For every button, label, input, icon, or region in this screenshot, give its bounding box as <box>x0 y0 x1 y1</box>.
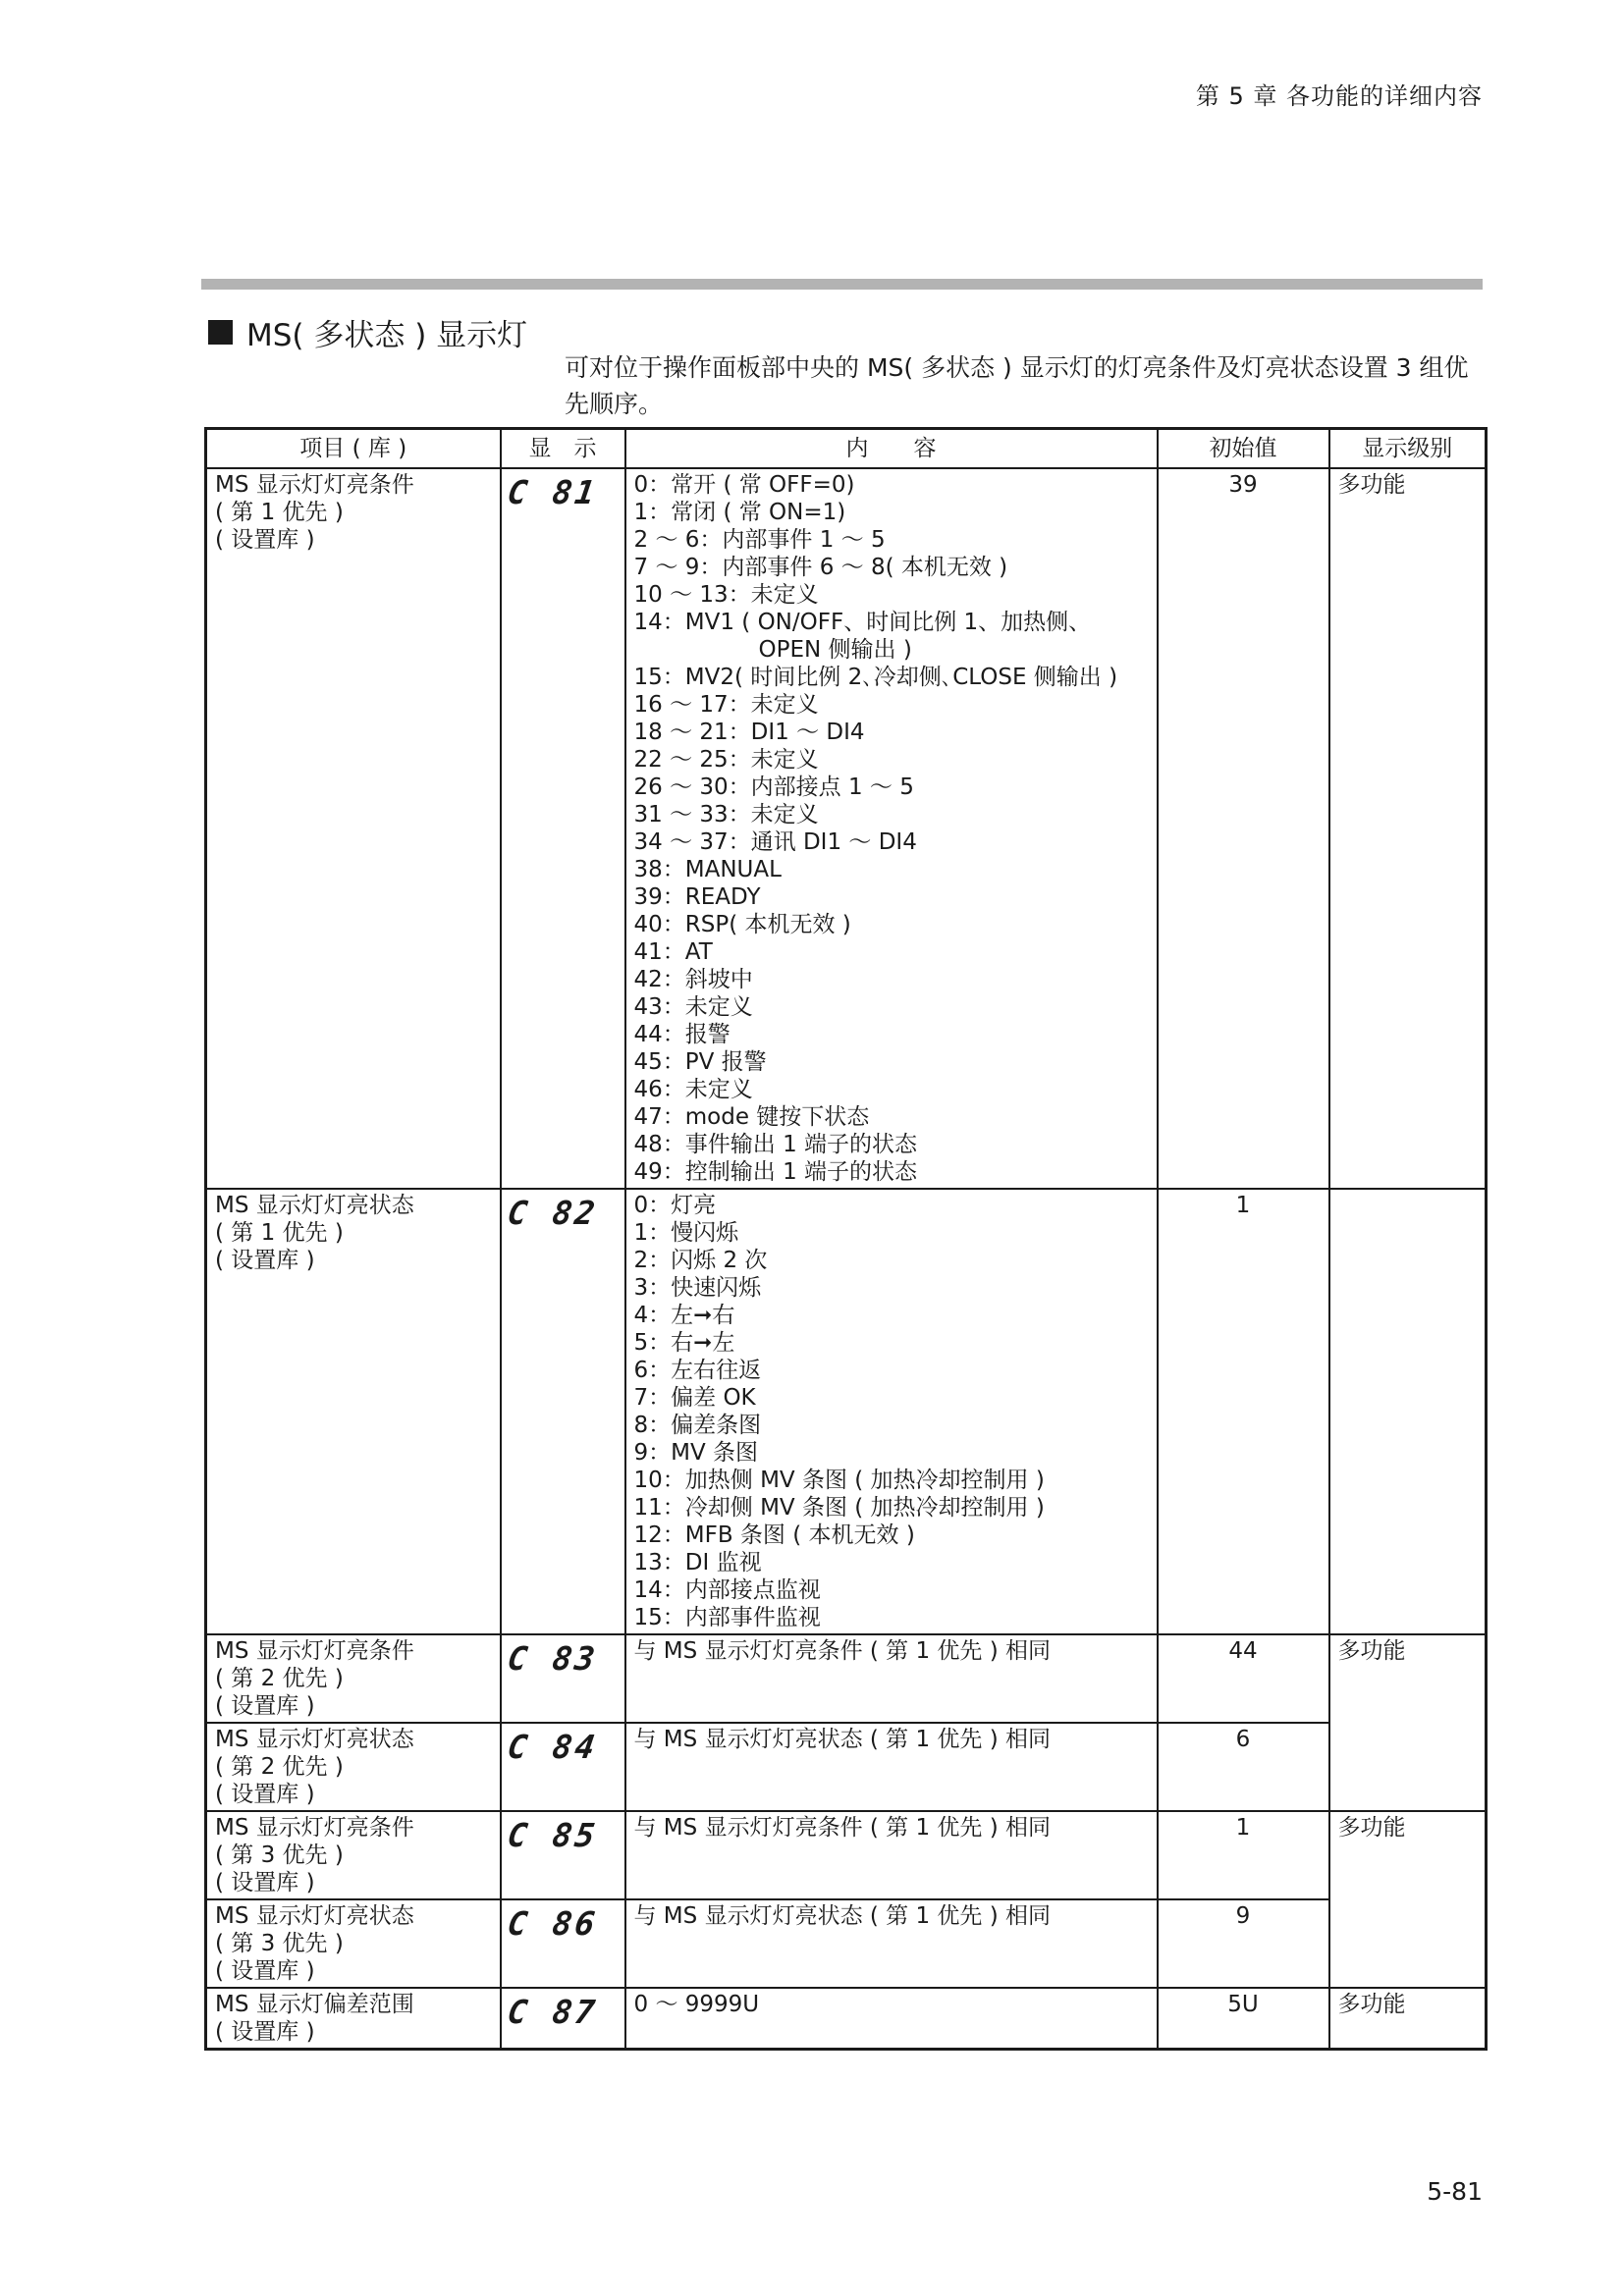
page-number: 5-81 <box>1427 2177 1483 2206</box>
initial-value: 6 <box>1158 1723 1329 1811</box>
list-item: 47：mode 键按下状态 <box>633 1104 870 1130</box>
item-cell: MS 显示灯偏差范围 ( 设置库 ) <box>206 1988 501 2050</box>
list-item: 与 MS 显示灯灯亮状态 ( 第 1 优先 ) 相同 <box>633 1903 1052 1929</box>
list-item: 7 ～ 9：内部事件 6 ～ 8( 本机无效 ) <box>633 555 1008 580</box>
lcd-code: C 86 <box>504 1904 600 1943</box>
section-heading <box>208 310 527 354</box>
content-cell <box>625 1723 1158 1811</box>
display-level <box>1329 1189 1487 1634</box>
initial-value: 39 <box>1158 468 1329 1189</box>
list-item: 8：偏差条图 <box>633 1413 762 1438</box>
display-cell <box>501 1899 625 1988</box>
list-item: 49：控制输出 1 端子的状态 <box>633 1159 918 1185</box>
initial-value: 1 <box>1158 1189 1329 1634</box>
list-item: 14：内部接点监视 <box>633 1577 821 1603</box>
lcd-code: C 83 <box>504 1639 600 1678</box>
header-level: 显示级别 <box>1329 429 1487 469</box>
list-item: 42：斜坡中 <box>633 967 753 992</box>
list-item: 3：快速闪烁 <box>633 1275 762 1301</box>
list-item: 与 MS 显示灯灯亮状态 ( 第 1 优先 ) 相同 <box>633 1727 1052 1752</box>
list-item: 45：PV 报警 <box>633 1049 767 1075</box>
section-title: MS( 多状态 ) 显示灯 <box>246 318 528 353</box>
list-item: 18 ～ 21：DI1 ～ DI4 <box>633 720 865 745</box>
table-header-row <box>206 429 1487 469</box>
content-cell <box>625 468 1158 1189</box>
list-item: 22 ～ 25：未定义 <box>633 747 819 773</box>
list-item: 16 ～ 17：未定义 <box>633 692 819 718</box>
parameter-table <box>204 427 1488 2051</box>
initial-value: 9 <box>1158 1899 1329 1988</box>
display-cell <box>501 468 625 1189</box>
lcd-code: C 85 <box>504 1816 600 1854</box>
header-display: 显 示 <box>501 429 625 469</box>
list-item: OPEN 侧输出 ) <box>758 637 912 663</box>
list-item: 43：未定义 <box>633 994 753 1020</box>
list-item: 13：DI 监视 <box>633 1550 762 1575</box>
list-item: 40：RSP( 本机无效 ) <box>633 912 851 937</box>
list-item: 44：报警 <box>633 1022 731 1047</box>
header-content: 内 容 <box>625 429 1158 469</box>
list-item: 与 MS 显示灯灯亮条件 ( 第 1 优先 ) 相同 <box>633 1815 1052 1841</box>
display-cell <box>501 1811 625 1899</box>
table-row <box>206 468 1487 1189</box>
table-row <box>206 1634 1487 1723</box>
list-item: 2 ～ 6：内部事件 1 ～ 5 <box>633 527 886 553</box>
list-item: 46：未定义 <box>633 1077 753 1102</box>
list-item: 7：偏差 OK <box>633 1385 756 1411</box>
initial-value: 44 <box>1158 1634 1329 1723</box>
list-item: 15：内部事件监视 <box>633 1605 821 1630</box>
content-cell <box>625 1811 1158 1899</box>
table-row <box>206 1723 1487 1811</box>
table-row <box>206 1189 1487 1634</box>
display-cell <box>501 1189 625 1634</box>
content-cell <box>625 1634 1158 1723</box>
list-item: 11：冷却侧 MV 条图 ( 加热冷却控制用 ) <box>633 1495 1045 1521</box>
list-item: 15：MV2( 时间比例 2､冷却侧､CLOSE 侧输出 ) <box>633 665 1118 690</box>
item-cell: MS 显示灯灯亮状态 ( 第 1 优先 ) ( 设置库 ) <box>206 1189 501 1634</box>
list-item: 48：事件输出 1 端子的状态 <box>633 1132 918 1157</box>
display-level: 多功能 <box>1329 1811 1487 1988</box>
list-item: 0：灯亮 <box>633 1193 717 1218</box>
list-item: 34 ～ 37：通讯 DI1 ～ DI4 <box>633 829 917 855</box>
display-cell <box>501 1634 625 1723</box>
table-row <box>206 1988 1487 2050</box>
item-cell: MS 显示灯灯亮状态 ( 第 2 优先 ) ( 设置库 ) <box>206 1723 501 1811</box>
item-cell: MS 显示灯灯亮条件 ( 第 1 优先 ) ( 设置库 ) <box>206 468 501 1189</box>
display-cell <box>501 1723 625 1811</box>
list-item: 5：右➞左 <box>633 1330 735 1356</box>
list-item: 31 ～ 33：未定义 <box>633 802 819 828</box>
list-item: 26 ～ 30：内部接点 1 ～ 5 <box>633 774 914 800</box>
list-item: 0 ～ 9999U <box>633 1992 760 2017</box>
content-cell <box>625 1988 1158 2050</box>
lcd-code: C 81 <box>504 473 600 511</box>
display-level: 多功能 <box>1329 468 1487 1189</box>
list-item: 1：常闭 ( 常 ON=1) <box>633 500 846 525</box>
header-initial: 初始值 <box>1158 429 1329 469</box>
list-item: 38：MANUAL <box>633 857 782 882</box>
list-item: 4：左➞右 <box>633 1303 735 1328</box>
list-item: 0：常开 ( 常 OFF=0) <box>633 472 855 498</box>
header-item: 项目 ( 库 ) <box>206 429 501 469</box>
table-row <box>206 1811 1487 1899</box>
item-cell: MS 显示灯灯亮条件 ( 第 2 优先 ) ( 设置库 ) <box>206 1634 501 1723</box>
list-item: 9：MV 条图 <box>633 1440 759 1466</box>
section-divider <box>201 279 1483 290</box>
lcd-code: C 87 <box>504 1993 600 2031</box>
display-level: 多功能 <box>1329 1634 1487 1811</box>
list-item: 10 ～ 13：未定义 <box>633 582 819 608</box>
list-item: 39：READY <box>633 884 761 910</box>
list-item: 6：左右往返 <box>633 1358 762 1383</box>
lcd-code: C 84 <box>504 1728 600 1766</box>
initial-value: 5U <box>1158 1988 1329 2050</box>
list-item: 10：加热侧 MV 条图 ( 加热冷却控制用 ) <box>633 1468 1045 1493</box>
list-item: 与 MS 显示灯灯亮条件 ( 第 1 优先 ) 相同 <box>633 1638 1052 1664</box>
lcd-code: C 82 <box>504 1194 600 1232</box>
chapter-header: 第 5 章 各功能的详细内容 <box>1195 82 1483 110</box>
content-cell <box>625 1899 1158 1988</box>
item-cell: MS 显示灯灯亮条件 ( 第 3 优先 ) ( 设置库 ) <box>206 1811 501 1899</box>
square-bullet-icon <box>208 320 233 345</box>
list-item: 14：MV1 ( ON/OFF、时间比例 1、加热侧、 <box>633 610 1092 635</box>
display-level: 多功能 <box>1329 1988 1487 2050</box>
list-item: 2：闪烁 2 次 <box>633 1248 768 1273</box>
item-cell: MS 显示灯灯亮状态 ( 第 3 优先 ) ( 设置库 ) <box>206 1899 501 1988</box>
content-cell <box>625 1189 1158 1634</box>
list-item: 41：AT <box>633 939 713 965</box>
initial-value: 1 <box>1158 1811 1329 1899</box>
table-row <box>206 1899 1487 1988</box>
section-intro: 可对位于操作面板部中央的 MS( 多状态 ) 显示灯的灯亮条件及灯亮状态设置 3 组优先顺序。 <box>565 353 1469 418</box>
list-item: 12：MFB 条图 ( 本机无效 ) <box>633 1522 915 1548</box>
list-item: 1：慢闪烁 <box>633 1220 739 1246</box>
display-cell <box>501 1988 625 2050</box>
